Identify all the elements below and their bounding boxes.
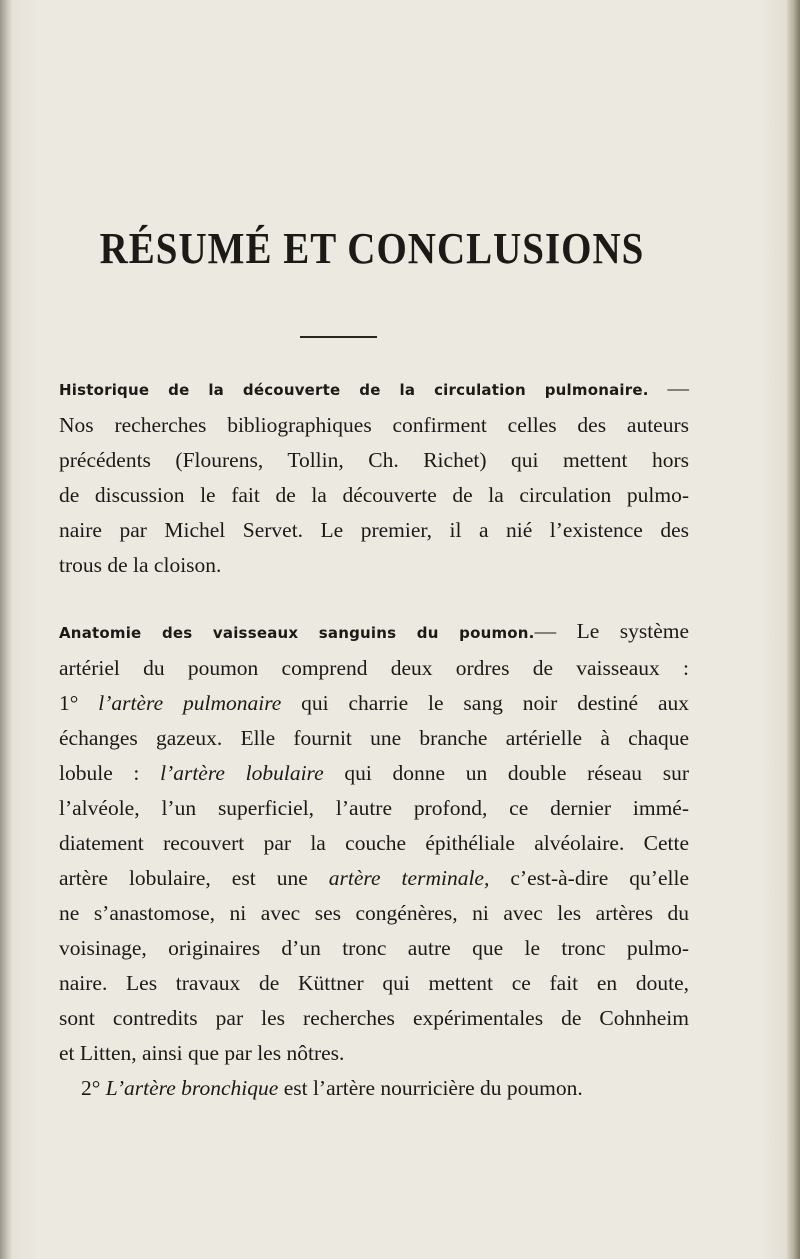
section2-line: artériel du poumon comprend deux ordres de vaisseaux : xyxy=(59,656,689,680)
section2-line: et Litten, ainsi que par les nôtres. xyxy=(59,1041,345,1065)
section-historique xyxy=(59,371,689,583)
section2-line: ne s’anastomose, ni avec ses congénères, ni avec les artères du xyxy=(59,901,689,925)
section2-line: voisinage, originaires d’un tronc autre que le tronc pulmo- xyxy=(59,936,689,960)
section2-line: échanges gazeux. Elle fournit une branche artérielle à chaque xyxy=(59,726,689,750)
term-artere-bronchique: L’artère bronchique xyxy=(105,1076,279,1100)
page-title: RÉSUMÉ ET CONCLUSIONS xyxy=(99,223,645,274)
section2-line xyxy=(59,861,689,896)
section2-line: naire. Les travaux de Küttner qui mettent ce fait en doute, xyxy=(59,971,689,995)
section2-line-rest: qui donne un double réseau sur xyxy=(323,761,689,785)
term-artere-pulmonaire: l’artère pulmonaire xyxy=(98,691,282,715)
section2-line-pre: lobule : xyxy=(59,761,161,785)
section2-line: sont contredits par les recherches expérimentales de Cohnheim xyxy=(59,1006,689,1030)
section-anatomie xyxy=(59,614,689,1106)
page-binding-left xyxy=(0,0,12,1259)
section2-line-pre: artère lobulaire, est une xyxy=(59,866,329,890)
section1-heading-line xyxy=(59,371,689,408)
section2-line-rest: est l’artère nourricière du poumon. xyxy=(278,1076,583,1100)
item-number: 2° xyxy=(81,1076,101,1100)
section1-line: précédents (Flourens, Tollin, Ch. Richet) qui mettent hors xyxy=(59,448,689,472)
section1-line: de discussion le fait de la découverte de la circulation pulmo- xyxy=(59,483,689,507)
section2-heading: Anatomie des vaisseaux sanguins du poumon. xyxy=(59,624,535,642)
section2-line xyxy=(59,1071,689,1106)
section1-dash: — xyxy=(648,376,689,400)
section1-line: trous de la cloison. xyxy=(59,553,222,577)
section2-heading-line xyxy=(59,614,689,651)
section2-line: Le système xyxy=(576,619,689,643)
page-edge-right xyxy=(786,0,800,1259)
item-number: 1° xyxy=(59,691,79,715)
section1-line: naire par Michel Servet. Le premier, il a nié l’existence des xyxy=(59,518,689,542)
title-rule xyxy=(300,336,377,338)
section2-line: diatement recouvert par la couche épithéliale alvéolaire. Cette xyxy=(59,831,689,855)
section2-line-rest: qui charrie le sang noir destiné aux xyxy=(281,691,689,715)
section2-line xyxy=(59,686,689,721)
term-artere-terminale: artère terminale, xyxy=(328,866,490,890)
section1-heading: Historique de la découverte de la circulation pulmonaire. xyxy=(59,381,649,399)
term-artere-lobulaire: l’artère lobulaire xyxy=(160,761,324,785)
section2-line xyxy=(59,756,689,791)
section2-line-rest: c’est-à-dire qu’elle xyxy=(489,866,689,890)
section2-line: l’alvéole, l’un superficiel, l’autre profond, ce dernier immé- xyxy=(59,796,689,820)
section2-dash: — xyxy=(534,619,577,643)
section1-line: Nos recherches bibliographiques confirment celles des auteurs xyxy=(59,413,689,437)
